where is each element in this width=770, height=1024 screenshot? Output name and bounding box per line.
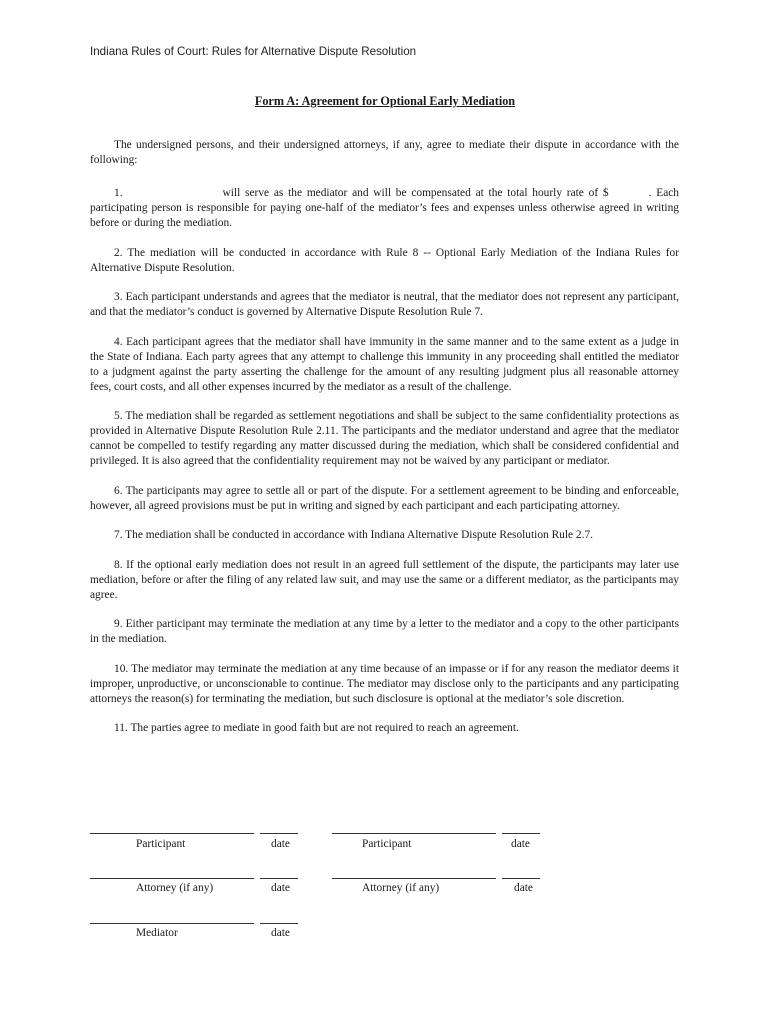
participant-1-label: Participant — [136, 838, 186, 850]
paragraph-2: 2. The mediation will be conducted in accordance with Rule 8 -- Optional Early Mediation of the Indiana Rules for Alternative Dispute Resolution. — [90, 246, 679, 274]
paragraph-5: 5. The mediation shall be regarded as settlement negotiations and shall be subject to the same confidentiality protections as provided in Alternative Dispute Resolution Rule 2.11. The participants and the mediator understand and agree that the mediator cannot be compelled to testify regarding any matter discussed during the mediation, which shall be considered confidential and privileged. It is also agreed that the confidentiality requirement may not be waived by any participant or mediator. — [90, 410, 679, 467]
participant-2-label: Participant — [362, 838, 412, 850]
attorney-1-date-label: date — [271, 882, 290, 894]
participant-1-date-label: date — [271, 838, 290, 850]
mediator-date-label: date — [271, 927, 290, 939]
paragraph-4: 4. Each participant agrees that the mediator shall have immunity in the same manner and to the same extent as a judge in the State of Indiana. Each party agrees that any attempt to challenge this immunity in any proceeding shall entitled the mediator to a judgment against the party asserting the challenge for the amount of any resulting judgment plus all reasonable attorney fees, court costs, and all other expenses incurred by the mediator as a result of the challenge. — [90, 335, 679, 393]
attorney-2-label: Attorney (if any) — [362, 882, 440, 894]
paragraph-3: 3. Each participant understands and agrees that the mediator is neutral, that the mediator does not represent any participant, and that the mediator’s conduct is governed by Alternative Dispute Resolution Rule 7. — [90, 291, 679, 318]
paragraph-7: 7. The mediation shall be conducted in accordance with Indiana Alternative Dispute Resolution Rule 2.7. — [114, 529, 594, 541]
participant-2-date-label: date — [511, 838, 530, 850]
paragraph-8: 8. If the optional early mediation does not result in an agreed full settlement of the dispute, the participants may later use mediation, before or after the filing of any related law suit, and may use the same or a different mediator, as the participants may agree. — [90, 558, 679, 601]
attorney-1-date-line[interactable] — [260, 878, 298, 879]
paragraph-6: 6. The participants may agree to settle all or part of the dispute. For a settlement agreement to be binding and enforceable, however, all agreed provisions must be put in writing and signed by each participant and each participating attorney. — [90, 484, 679, 512]
attorney-2-signature-line[interactable] — [332, 878, 496, 879]
intro-paragraph: The undersigned persons, and their undersigned attorneys, if any, agree to mediate their dispute in accordance with the following: — [90, 139, 679, 166]
attorney-1-label: Attorney (if any) — [136, 882, 214, 894]
participant-1-date-line[interactable] — [260, 833, 298, 834]
paragraph-11: 11. The parties agree to mediate in good faith but are not required to reach an agreement. — [114, 722, 519, 734]
participant-1-signature-line[interactable] — [90, 833, 254, 834]
paragraph-10: 10. The mediator may terminate the mediation at any time because of an impasse or if for any reason the mediator deems it improper, unproductive, or unconscionable to continue. The mediator may disclose only to the participants and any participating attorneys the reason(s) for terminating the mediation, but such disclosure is optional at the mediator’s sole discretion. — [90, 662, 679, 705]
paragraph-1-number: 1. — [114, 187, 123, 199]
attorney-2-date-label: date — [514, 882, 533, 894]
mediator-date-line[interactable] — [260, 923, 298, 924]
agreement-body — [90, 138, 679, 751]
attorney-1-signature-line[interactable] — [90, 878, 254, 879]
form-title: Form A: Agreement for Optional Early Mediation — [254, 94, 516, 108]
participant-2-signature-line[interactable] — [332, 833, 496, 834]
mediator-signature-line[interactable] — [90, 923, 254, 924]
paragraph-1-text-b: . Each participating person is responsible for paying one-half of the mediator’s fees and expenses unless otherwise agreed in writing before or during the mediation. — [90, 187, 679, 229]
participant-2-date-line[interactable] — [502, 833, 540, 834]
mediator-label: Mediator — [136, 927, 178, 939]
paragraph-1-text-a: will serve as the mediator and will be compensated at the total hourly rate of $ — [222, 187, 609, 199]
paragraph-1 — [90, 186, 679, 231]
attorney-2-date-line[interactable] — [502, 878, 540, 879]
page-header: Indiana Rules of Court: Rules for Alternative Dispute Resolution — [90, 45, 417, 58]
paragraph-9: 9. Either participant may terminate the mediation at any time by a letter to the mediator and a copy to the other participants in the mediation. — [90, 618, 679, 645]
